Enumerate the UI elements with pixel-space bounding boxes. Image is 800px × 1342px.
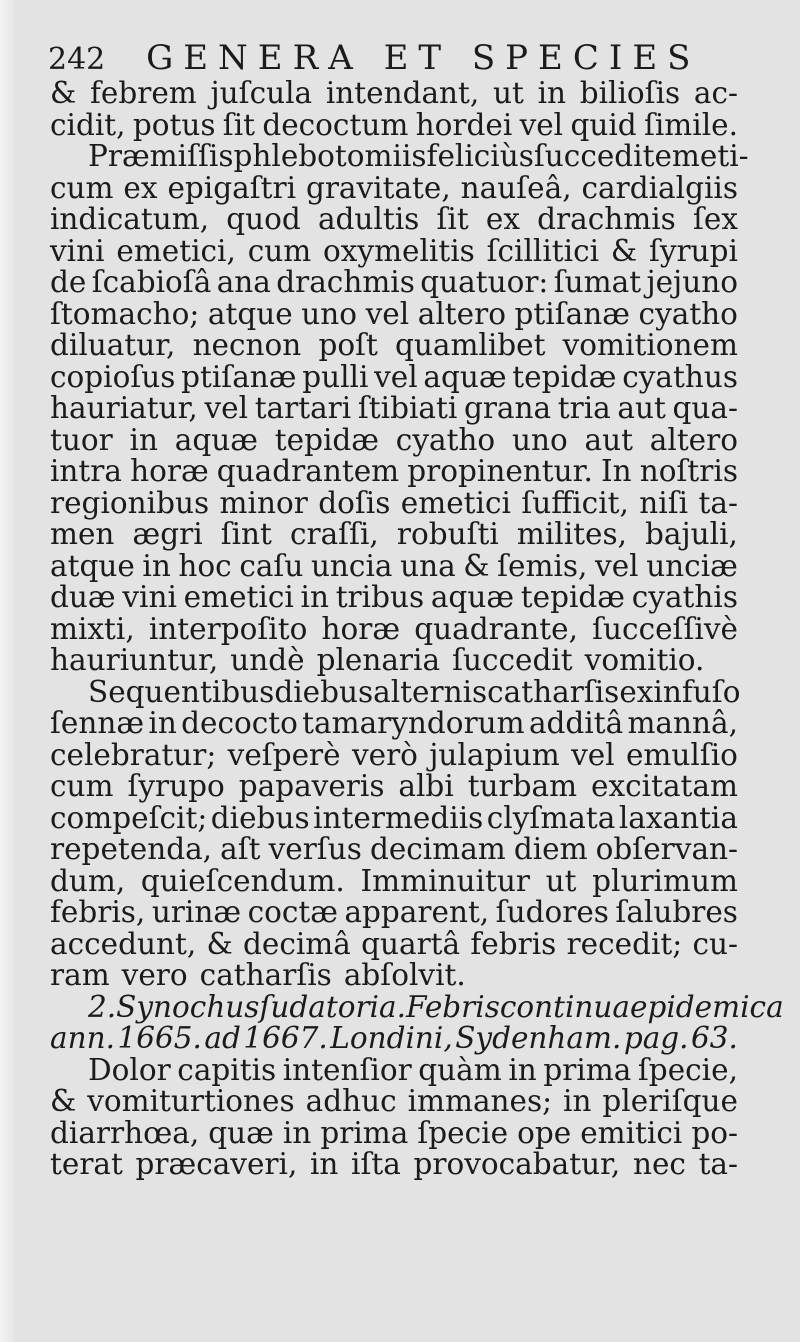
word: ſuccedit <box>533 139 655 173</box>
word: qua- <box>672 391 738 425</box>
word: pulli <box>302 359 369 394</box>
section-heading-line <box>50 989 784 1024</box>
word: ſyrupo <box>127 769 225 803</box>
word: celebratur; <box>50 737 217 772</box>
page-number: 242 <box>48 42 106 77</box>
word: quartâ <box>361 926 461 961</box>
word: niſi <box>639 485 689 520</box>
word: additâ <box>528 706 624 740</box>
text-line <box>50 834 738 866</box>
word: milites, <box>516 517 627 551</box>
text-line <box>50 107 738 142</box>
word: clyſmata <box>486 800 616 835</box>
word: vel <box>204 391 249 425</box>
word: vomitionem <box>562 328 738 362</box>
word: ſtibiati <box>357 391 458 425</box>
word: in <box>309 1147 339 1181</box>
word: recedit; <box>566 926 683 961</box>
word: repetenda, <box>50 832 213 866</box>
word: apparent, <box>344 895 490 929</box>
word: hauriuntur, <box>50 643 219 677</box>
word: decimâ <box>242 926 351 961</box>
text-line <box>50 78 738 110</box>
word: ex <box>123 170 158 205</box>
text-line <box>50 233 738 268</box>
word: drachmis <box>537 202 676 236</box>
word: cyathis <box>631 580 738 614</box>
word: oxymelitis <box>323 233 475 268</box>
word: verſus <box>268 832 362 866</box>
word: julapium <box>429 737 560 772</box>
word: decimam <box>369 832 506 866</box>
word: atque <box>207 296 293 331</box>
word: ſint <box>220 517 272 551</box>
word: poſt <box>318 328 378 362</box>
word: Sequentibus <box>88 674 275 709</box>
text-line <box>50 170 738 205</box>
text-line <box>50 897 738 929</box>
word: tribus <box>335 580 425 614</box>
word: quatuor: <box>420 265 549 299</box>
word: in <box>300 580 329 614</box>
word: vero <box>121 958 188 992</box>
text-line <box>50 708 738 740</box>
word: ta- <box>698 1147 738 1181</box>
word: aquæ <box>430 580 515 614</box>
word: ac- <box>693 76 738 110</box>
word: albi <box>398 769 454 803</box>
word: interpoſito <box>148 611 308 646</box>
word: ſyrupi <box>648 233 738 268</box>
word: ſuccedit <box>452 643 573 677</box>
word: ta- <box>698 485 738 520</box>
text-line <box>50 582 738 614</box>
word: 1665. <box>117 1021 202 1055</box>
word: ſcabioſâ <box>91 265 212 299</box>
word: phlebotomiis <box>233 139 427 173</box>
word: urinæ <box>151 895 242 929</box>
word: quadrante, <box>414 611 578 646</box>
word: men <box>50 517 115 551</box>
text-line <box>50 267 738 299</box>
word: immanes; <box>407 1084 553 1118</box>
word: uncia <box>310 548 393 583</box>
text-line <box>50 1086 738 1118</box>
running-title: GENERA ET SPECIES <box>146 38 701 78</box>
word: febrem <box>89 76 197 110</box>
word: potus <box>132 107 216 142</box>
word: cidit, <box>50 107 126 142</box>
word: vomiturtiones <box>87 1084 295 1118</box>
word: in <box>508 1052 537 1087</box>
word: ann. <box>50 1021 115 1055</box>
word: ut <box>493 76 524 110</box>
text-line <box>50 800 738 835</box>
word: accedunt, <box>50 926 197 961</box>
word: altero <box>417 296 506 331</box>
word: continua <box>499 989 631 1024</box>
text-line <box>50 422 738 457</box>
word: 63. <box>691 1021 738 1055</box>
word: in <box>563 1084 592 1118</box>
text-line <box>50 771 738 803</box>
word: doſis <box>318 485 391 520</box>
paragraph-start-line <box>50 139 749 173</box>
word: quid <box>570 107 637 142</box>
word: præcaveri, <box>135 1147 298 1181</box>
word: aquæ <box>174 422 258 457</box>
paragraph-start-line <box>50 1052 738 1087</box>
word: ſtomacho; <box>50 296 200 331</box>
word: cyatho <box>395 422 496 457</box>
word: cu- <box>692 926 738 961</box>
word: cyathus <box>622 359 738 394</box>
word: tepidæ <box>520 580 626 614</box>
word: & <box>610 233 638 268</box>
word: ſumat <box>553 265 642 299</box>
word: emeti- <box>654 139 749 173</box>
word: ptiſanæ <box>181 359 297 394</box>
paragraph-start-line <box>50 674 741 709</box>
word: quadrantem <box>216 454 400 488</box>
running-head <box>48 40 748 76</box>
word: laxantia <box>618 800 738 835</box>
word: Sydenham. <box>455 1021 622 1055</box>
word: febris <box>470 926 557 961</box>
word: & <box>463 548 490 583</box>
word: vel <box>571 737 615 772</box>
word: cum <box>247 233 312 268</box>
word: excitatam <box>591 769 738 803</box>
word: aut <box>617 391 666 425</box>
word: quæ <box>208 1115 274 1150</box>
word: ſimile. <box>643 107 738 142</box>
word: noſtris <box>639 454 738 488</box>
word: diem <box>513 832 588 866</box>
word: minor <box>219 485 308 520</box>
text-line <box>50 863 738 898</box>
word: gravitate, <box>305 170 451 205</box>
word: hoc <box>178 548 232 583</box>
text-line <box>50 737 738 772</box>
word: grana <box>463 391 552 425</box>
word: Imminuitur <box>360 863 530 898</box>
word: catharſis <box>487 674 620 709</box>
word: pleriſque <box>602 1084 738 1118</box>
word: propinentur. <box>407 454 593 488</box>
page-gutter <box>0 0 14 1342</box>
word: vel <box>365 296 410 331</box>
word: veſperè <box>227 737 341 772</box>
word: emitici <box>580 1115 683 1150</box>
word: epidemica <box>630 989 784 1024</box>
word: ex <box>485 202 520 236</box>
text-line <box>50 359 738 394</box>
word: altero <box>649 422 738 457</box>
word: iſta <box>351 1147 401 1181</box>
word: cyatho <box>638 296 738 331</box>
body-text <box>50 76 784 1181</box>
word: quàm <box>418 1052 502 1087</box>
word: feliciùs <box>426 139 534 173</box>
word: mixti, <box>50 611 135 646</box>
word: ptiſanæ <box>514 296 630 331</box>
word: & <box>206 926 233 961</box>
word: Præmiſſis <box>88 139 234 173</box>
word: quamlibet <box>394 328 546 362</box>
word: intenſior <box>282 1052 412 1087</box>
word: obſervan- <box>595 832 738 866</box>
word: atque <box>50 548 135 583</box>
word: ram <box>50 958 110 992</box>
word: & <box>50 76 77 110</box>
word: caſu <box>239 548 304 583</box>
word: verò <box>351 737 418 772</box>
word: copioſus <box>50 359 176 394</box>
word: tamaryndorum <box>302 706 525 740</box>
word: 2. <box>88 989 117 1024</box>
text-line <box>50 926 738 961</box>
word: intermediis <box>313 800 484 835</box>
word: quod <box>226 202 301 236</box>
word: ſemis, <box>497 548 588 583</box>
word: aſt <box>220 832 261 866</box>
word: epigaſtri <box>167 170 297 205</box>
word: ſudatoria. <box>259 989 406 1024</box>
word: drachmis <box>276 265 415 299</box>
word: plurimum <box>592 863 738 898</box>
word: emetici, <box>116 233 236 268</box>
word: catharſis <box>199 958 332 992</box>
word: tuor <box>50 422 113 457</box>
word: intra <box>50 454 122 488</box>
word: nec <box>632 1147 686 1181</box>
word: craſſi, <box>289 517 379 551</box>
word: aquæ <box>423 359 507 394</box>
word: jejuno <box>646 265 738 299</box>
word: ſex <box>692 202 738 236</box>
word: tepidæ <box>512 359 617 394</box>
word: ut <box>545 863 577 898</box>
word: plenaria <box>316 643 441 677</box>
word: intendant, <box>325 76 480 110</box>
word: in <box>148 706 177 740</box>
word: cum <box>50 769 114 803</box>
word: ſpecie <box>417 1115 509 1150</box>
paragraph-end-line <box>50 960 738 992</box>
word: provocabatur, <box>413 1147 621 1181</box>
text-line <box>50 519 738 551</box>
word: vomitio. <box>584 643 705 677</box>
word: dum, <box>50 863 126 898</box>
word: ſufficit, <box>521 485 629 520</box>
word: infuſo <box>653 674 741 709</box>
word: una <box>400 548 456 583</box>
paragraph-end-line <box>50 645 738 677</box>
word: juſcula <box>210 76 313 110</box>
word: in <box>282 1115 312 1150</box>
word: abſolvit. <box>343 958 466 992</box>
text-line <box>50 1149 738 1181</box>
word: necnon <box>192 328 302 362</box>
word: diebus <box>274 674 374 709</box>
word: vel <box>595 548 639 583</box>
word: coctæ <box>247 895 338 929</box>
word: ope <box>517 1115 572 1150</box>
word: ſcillitici <box>486 233 600 268</box>
word: emetici <box>183 580 294 614</box>
text-line <box>50 330 738 362</box>
word: uno <box>511 422 568 457</box>
word: vel <box>374 359 418 394</box>
word: in <box>129 422 158 457</box>
word: horæ <box>130 454 209 488</box>
word: emulſio <box>625 737 738 772</box>
word: nauſeâ, <box>460 170 572 205</box>
word: 1667. <box>243 1021 328 1055</box>
text-line <box>50 456 738 488</box>
word: undè <box>230 643 305 677</box>
word: regionibus <box>50 485 210 520</box>
word: prima <box>320 1115 409 1150</box>
word: papaveris <box>238 769 385 803</box>
word: uno <box>301 296 358 331</box>
word: quieſcendum. <box>140 863 345 898</box>
word: prima <box>543 1052 632 1087</box>
text-line <box>50 485 738 520</box>
word: Febris <box>405 989 500 1024</box>
text-line <box>50 1115 738 1150</box>
word: decoctum <box>262 107 409 142</box>
word: duæ <box>50 580 116 614</box>
word: vini <box>122 580 177 614</box>
word: ſennæ <box>50 706 145 740</box>
text-line <box>50 204 738 236</box>
word: bilioſis <box>579 76 681 110</box>
word: diluatur, <box>50 328 176 362</box>
word: ſucceſſivè <box>592 611 738 646</box>
text-line <box>50 548 738 583</box>
word: adultis <box>317 202 420 236</box>
word: cum <box>50 170 114 205</box>
word: terat <box>50 1147 123 1181</box>
text-line <box>50 296 738 331</box>
word: Londini, <box>330 1021 453 1055</box>
word: febris, <box>50 895 146 929</box>
word: ſit <box>436 202 469 236</box>
word: ægri <box>132 517 203 551</box>
word: & <box>50 1084 77 1118</box>
word: hordei <box>415 107 513 142</box>
citation-line <box>50 1023 738 1055</box>
text-line <box>50 393 738 425</box>
word: Dolor <box>88 1052 171 1087</box>
word: in <box>537 76 567 110</box>
word: unciæ <box>646 548 738 583</box>
word: tepidæ <box>274 422 379 457</box>
word: ex <box>619 674 654 709</box>
word: ſit <box>222 107 255 142</box>
word: ana <box>216 265 271 299</box>
word: emetici <box>400 485 511 520</box>
word: alternis <box>373 674 488 709</box>
word: ſudores <box>495 895 609 929</box>
word: decocto <box>181 706 298 740</box>
word: vel <box>519 107 564 142</box>
word: vini <box>50 233 105 268</box>
word: tartari <box>254 391 352 425</box>
word: in <box>142 548 171 583</box>
word: Synochus <box>116 989 260 1024</box>
word: turbam <box>467 769 578 803</box>
word: ſalubres <box>615 895 738 929</box>
word: robuſti <box>396 517 499 551</box>
word: adhuc <box>305 1084 397 1118</box>
word: capitis <box>177 1052 277 1087</box>
text-line <box>50 611 738 646</box>
word: In <box>600 454 632 488</box>
word: mannâ, <box>627 706 738 740</box>
word: tria <box>557 391 611 425</box>
word: de <box>50 265 87 299</box>
word: compeſcit; <box>50 800 208 835</box>
word: horæ <box>321 611 401 646</box>
word: po- <box>691 1115 738 1150</box>
word: indicatum, <box>50 202 210 236</box>
word: bajuli, <box>645 517 738 551</box>
word: cardialgiis <box>581 170 738 205</box>
word: hauriatur, <box>50 391 198 425</box>
word: diebus <box>210 800 310 835</box>
word: diarrhœa, <box>50 1115 200 1150</box>
word: aut <box>584 422 633 457</box>
word: ad <box>204 1021 241 1055</box>
word: ſpecie, <box>637 1052 738 1087</box>
word: pag. <box>623 1021 689 1055</box>
